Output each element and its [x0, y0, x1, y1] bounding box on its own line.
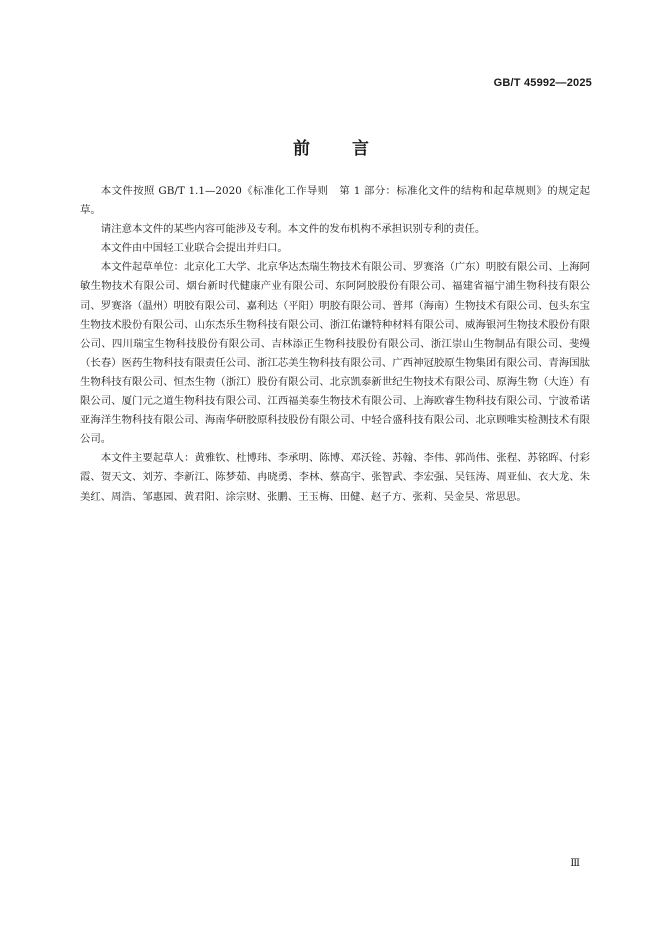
paragraph-drafting-units: 本文件起草单位：北京化工大学、北京华达杰瑞生物技术有限公司、罗赛洛（广东）明胶有限公司、上海阿敏生物技术有限公司、烟台新时代健康产业有限公司、东阿阿胶股份有限公司、福建省福宁浦生物科技有限公司、罗赛洛（温州）明胶有限公司、嘉利达（平阳）明胶有限公司、普邦（海南）生物技术有限公司、包头东宝生物技术股份有限公司、山东杰乐生物科技有限公司、浙江佑谦特种材料有限公司、威海银河生物技术股份有限公司、四川瑞宝生物科技股份有限公司、吉林添正生物科技股份有限公司、浙江崇山生物制品有限公司、斐缦（长春）医药生物科技有限责任公司、浙江芯美生物科技有限公司、广西神冠胶原生物集团有限公司、青海国肽生物科技有限公司、恒杰生物（浙江）股份有限公司、北京凯泰新世纪生物技术有限公司、原海生物（大连）有限公司、厦门元之道生物科技有限公司、江西福美泰生物技术有限公司、上海欧睿生物科技有限公司、宁波希诺亚海洋生物科技有限公司、海南华研胶原科技股份有限公司、中轻合盛科技有限公司、北京顾唯实检测技术有限公司。 [80, 261, 590, 446]
paragraph-drafting-rules: 本文件按照 GB/T 1.1—2020《标准化工作导则 第 1 部分：标准化文件的结构和起草规则》的规定起草。 [80, 185, 590, 217]
paragraph-proposer: 本文件由中国轻工业联合会提出并归口。 [100, 242, 288, 255]
page-title: 前言 [293, 139, 411, 159]
standard-number: GB/T 45992—2025 [493, 77, 592, 89]
paragraph-drafters: 本文件主要起草人：黄雅钦、杜博玮、李承明、陈博、邓沃铨、苏翰、李伟、郭尚伟、张程、苏铭晖、付彩霞、贺天文、刘芳、李新江、陈梦茹、冉晓勇、李林、蔡高宇、张智武、李宏强、吴钰涛、周亚仙、衣大龙、朱美红、周浩、邹惠园、黄君阳、涂宗财、张鹏、王玉梅、田健、赵子方、张莉、吴金昊、常思思。 [80, 452, 590, 503]
document-body [80, 182, 590, 507]
page-number: Ⅲ [570, 858, 580, 869]
paragraph-patent-notice: 请注意本文件的某些内容可能涉及专利。本文件的发布机构不承担识别专利的责任。 [100, 223, 486, 236]
